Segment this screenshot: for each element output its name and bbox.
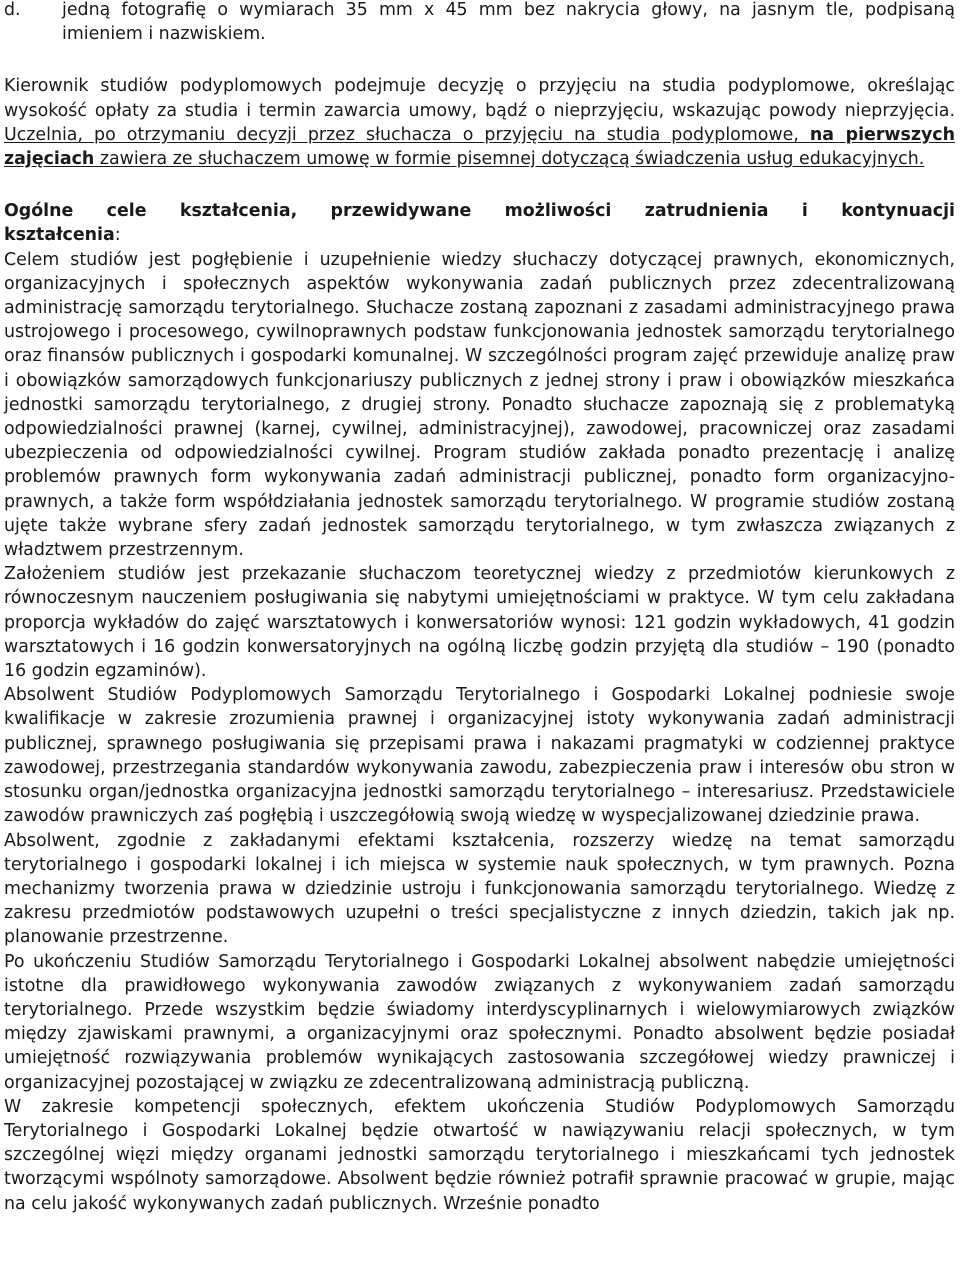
paragraph-goals: Celem studiów jest pogłębienie i uzupełnienie wiedzy słuchaczy dotyczącej prawnych, ekonomicznych, organizacyjnych i społecznych aspektów wykonywania zadań publicznych przez zdecentralizowaną administrację samorządu terytorialnego. Słuchacze zostaną zapoznani z zasadami administracyjnego prawa ustrojowego i procesowego, cywilnoprawnych podstaw funkcjonowania jednostek samorządu terytorialnego oraz finansów publicznych i gospodarki komunalnej. W szczególności program zajęć przewiduje analizę praw i obowiązków samorządowych funkcjonariuszy publicznych z jednej strony i praw i obowiązków mieszkańca jednostki samorządu terytorialnego, z drugiej strony. Ponadto słuchacze zapoznają się z problematyką odpowiedzialności prawnej (karnej, cywilnej, administracyjnej), zawodowej, pracowniczej oraz zasadami ubezpieczenia od odpowiedzialności cywilnej. Program studiów zakłada ponadto prezentację i analizę problemów prawnych form wykonywania zadań administracji publicznej, ponadto form organizacyjno-prawnych, a także form współdziałania jednostek samorządu terytorialnego. W programie studiów zostaną ujęte także wybrane sfery zadań jednostek samorządu terytorialnego, w tym zwłaszcza związanych z władztwem przestrzennym. <box>4 249 955 561</box>
section-heading-line2: kształcenia <box>4 225 115 246</box>
spacer <box>4 171 955 199</box>
paragraph-graduate-knowledge: Absolwent, zgodnie z zakładanymi efektami kształcenia, rozszerzy wiedzę na temat samorządu terytorialnego i gospodarki lokalnej i ich miejsca w systemie nauk społecznych, w tym prawnych. Pozna mechanizmy tworzenia prawa w dziedzinie ustroju i funkcjonowania samorządu terytorialnego. Wiedzę z zakresu przedmiotów podstawowych uzupełni o treści specjalistyczne z innych dziedzin, takich jak np. planowanie przestrzenne. <box>4 830 955 948</box>
paragraph-hours: Założeniem studiów jest przekazanie słuchaczom teoretycznej wiedzy z przedmiotów kierunkowych z równoczesnym nauczeniem posługiwania się nabytymi umiejętnościami w praktyce. W tym celu zakładana proporcja wykładów do zajęć warsztatowych i konwersatoriów wynosi: 121 godzin wykładowych, 41 godzin warsztatowych i 16 godzin konwersatoryjnych na ogólną liczbę godzin przyjętą dla studiów – 190 (ponadto 16 godzin egzaminów). <box>4 564 955 682</box>
spacer <box>4 46 955 74</box>
paragraph-graduate-qualifications: Absolwent Studiów Podyplomowych Samorządu Terytorialnego i Gospodarki Lokalnej podniesie swoje kwalifikacje w zakresie zrozumienia prawnej i organizacyjnej istoty wykonywania zadań administracji publicznej, sprawnego posługiwania się przepisami prawa i nakazami pragmatyki w codziennej praktyce zawodowej, przestrzegania standardów wykonywania zawodu, zabezpieczenia praw i interesów obu stron w stosunku organ/jednostka organizacyjna jednostki samorządu terytorialnego – interesariusz. Przedstawiciele zawodów prawniczych zaś pogłębią i uszczegółowią swoją wiedzę w wyspecjalizowanej dziedzinie prawa. <box>4 685 955 827</box>
list-item-text: jedną fotografię o wymiarach 35 mm x 45 mm bez nakrycia głowy, na jasnym tle, podpisaną imieniem i nazwiskiem. <box>62 0 955 45</box>
decision-text: Kierownik studiów podyplomowych podejmuje decyzję o przyjęciu na studia podyplomowe, określając wysokość opłaty za studia i termin zawarcia umowy, bądź o nieprzyjęciu, wskazując powody nieprzyjęcia. <box>4 76 955 121</box>
section-heading-colon: : <box>114 225 121 246</box>
contract-text-underlined: Uczelnia, po otrzymaniu decyzji przez słuchacza o przyjęciu na studia podyplomowe, na pierwszych zajęciach zawiera ze słuchaczem umowę w formie pisemnej dotyczącą świadczenia usług edukacyjnych. <box>4 124 955 170</box>
list-marker: d. <box>4 0 21 20</box>
paragraph-graduate-skills: Po ukończeniu Studiów Samorządu Terytorialnego i Gospodarki Lokalnej absolwent nabędzie umiejętności istotne dla prawidłowego wykonywania zawodów związanych z wykonywaniem zadań samorządu terytorialnego. Przede wszystkim będzie świadomy interdyscyplinarnych i wielowymiarowych związków między zjawiskami prawnymi, a organizacyjnymi oraz społecznymi. Ponadto absolwent będzie posiadał umiejętność rozwiązywania problemów wynikających zastosowania szczegółowej wiedzy prawniczej i organizacyjnej pozostającej w związku ze zdecentralizowaną administracją publiczną. <box>4 951 955 1093</box>
section-heading-line1: Ogólne cele kształcenia, przewidywane możliwości zatrudnienia i kontynuacji <box>4 201 955 222</box>
section-heading <box>4 199 955 247</box>
list-item-d <box>4 0 955 46</box>
admission-decision-paragraph <box>4 74 955 171</box>
first-classes-emphasis: na pierwszych zajęciach <box>4 124 955 170</box>
document-page <box>4 0 955 1216</box>
paragraph-social-competences: W zakresie kompetencji społecznych, efektem ukończenia Studiów Podyplomowych Samorządu Terytorialnego i Gospodarki Lokalnej będzie otwartość w nawiązywaniu relacji społecznych, w tym szczególnej więzi między organami jednostki samorządu terytorialnego i mieszkańcami tych jednostek tworzącymi wspólnoty samorządowe. Absolwent będzie również potrafił sprawnie pracować w grupie, mając na celu jakość wykonywanych zadań publicznych. Wrześnie ponadto <box>4 1096 955 1214</box>
